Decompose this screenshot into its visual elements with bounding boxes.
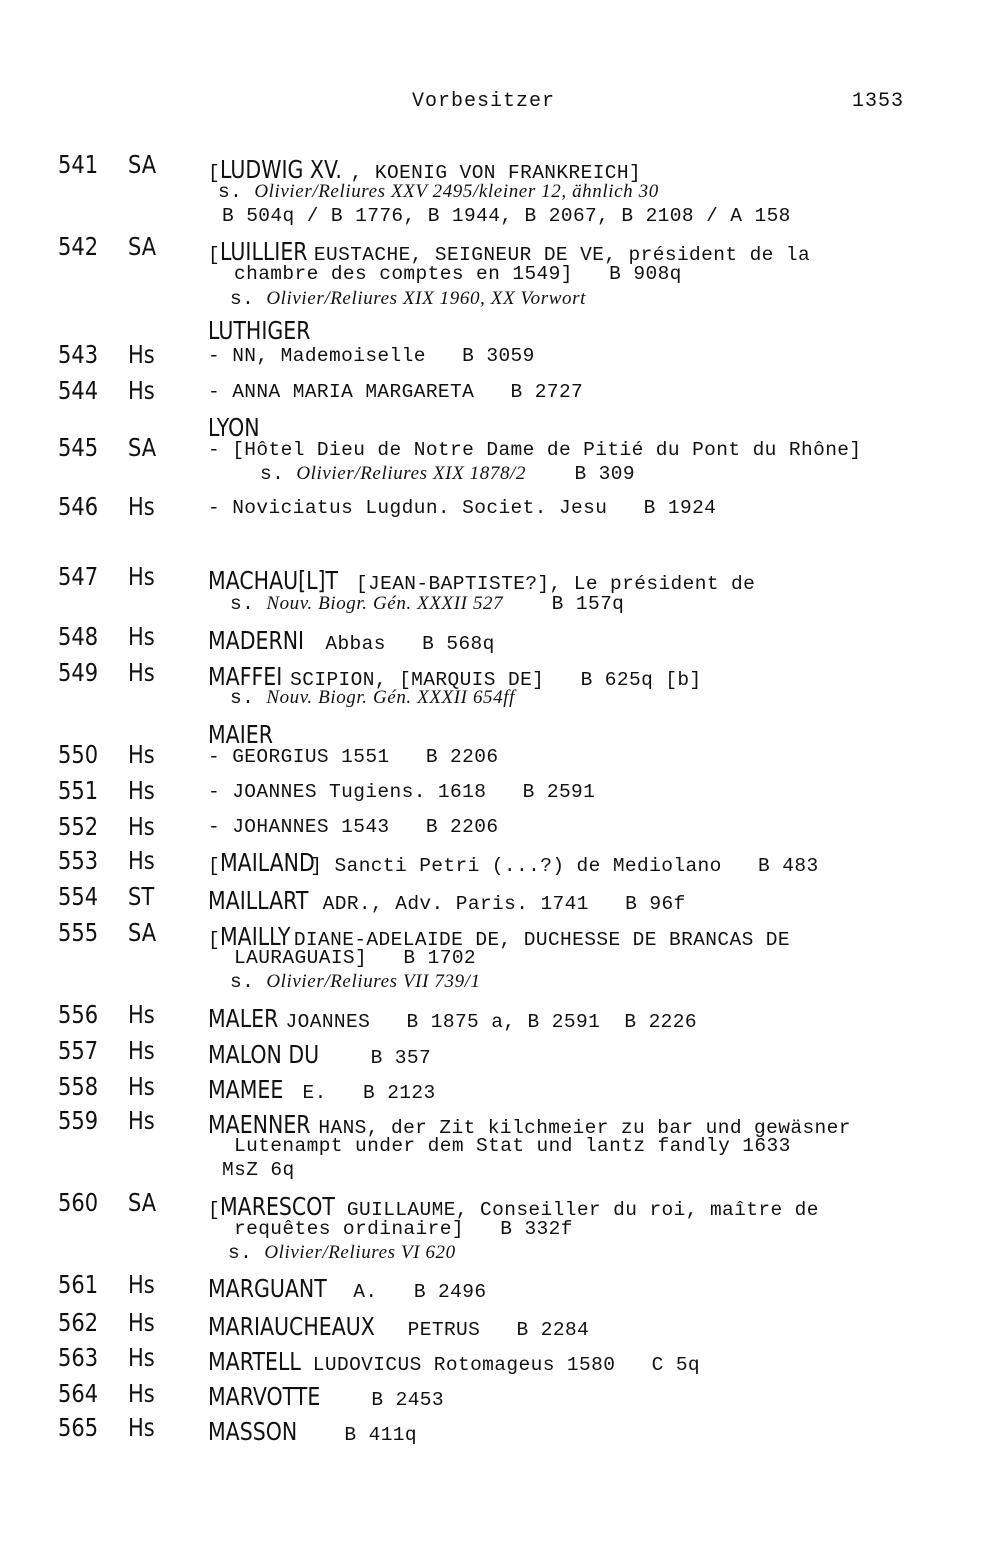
entry-number: 550: [58, 740, 99, 769]
entry-text-line: [208, 345, 535, 367]
owner-name: MARVOTTE: [208, 1382, 321, 1411]
reference-citation: Olivier/Reliures XXV 2495/kleiner 12, ähnlich 30: [254, 181, 659, 202]
entry-text-line: [208, 439, 862, 461]
owner-name: MARTELL: [208, 1347, 301, 1376]
entry-text: s.: [260, 463, 297, 485]
entry-text: [: [208, 1199, 221, 1221]
owner-name: MAFFEI: [208, 662, 283, 691]
entry-text-line: [208, 746, 498, 768]
entry-source-code: Hs: [128, 1413, 155, 1442]
reference-citation: Olivier/Reliures XIX 1878/2: [296, 463, 527, 484]
entry-text: s.: [230, 687, 267, 709]
entry-source-code: Hs: [128, 1343, 155, 1372]
running-header-title: Vorbesitzer: [412, 90, 556, 113]
entry-text-line: [208, 626, 507, 655]
entry-text: - JOANNES Tugiens. 1618 B 2591: [208, 781, 596, 803]
entry-number: 548: [58, 622, 99, 651]
entry-text-line: [234, 1218, 573, 1240]
entry-text-line: [228, 1242, 456, 1264]
entry-number: 556: [58, 1000, 99, 1029]
entry-source-code: SA: [128, 150, 157, 179]
entry-text: - Noviciatus Lugdun. Societ. Jesu B 1924: [208, 497, 717, 519]
entry-text: B 411q: [308, 1424, 418, 1446]
entry-text-line: [234, 947, 476, 969]
entry-text: GUILLAUME, Conseiller du roi, maître de: [334, 1199, 819, 1221]
entry-text-line: [208, 886, 706, 915]
owner-name: MARESCOT: [220, 1192, 336, 1221]
entry-text: s.: [230, 288, 267, 310]
entry-text-line: [208, 848, 844, 877]
entry-text-line: [208, 497, 716, 519]
entry-text-line: [208, 155, 659, 184]
entry-source-code: Hs: [128, 1308, 155, 1337]
entry-text: s.: [230, 593, 267, 615]
entry-source-code: Hs: [128, 622, 155, 651]
entry-number: 541: [58, 150, 99, 179]
entry-number: 563: [58, 1343, 99, 1372]
reference-citation: Olivier/Reliures XIX 1960, XX Vorwort: [266, 288, 586, 309]
entry-text: A. B 2496: [341, 1281, 487, 1303]
entry-text-line: [208, 413, 271, 442]
entry-text: B 157q: [503, 593, 625, 615]
entry-source-code: Hs: [128, 1270, 155, 1299]
entry-text: ADR., Adv. Paris. 1741 B 96f: [310, 893, 686, 915]
entry-text: [JEAN-BAPTISTE?], Le président de: [343, 573, 756, 595]
entry-number: 545: [58, 433, 99, 462]
entry-text: - ANNA MARIA MARGARETA B 2727: [208, 381, 584, 403]
entry-source-code: Hs: [128, 846, 155, 875]
entry-number: 549: [58, 658, 99, 687]
entry-number: 544: [58, 376, 99, 405]
reference-citation: Olivier/Reliures VII 739/1: [266, 971, 481, 992]
entry-source-code: ST: [128, 882, 155, 911]
entry-text: PETRUS B 2284: [395, 1319, 590, 1341]
entry-source-code: Hs: [128, 340, 155, 369]
entry-text-line: [222, 1159, 295, 1181]
entry-text: [: [208, 162, 221, 184]
entry-source-code: SA: [128, 1188, 157, 1217]
entry-number: 546: [58, 492, 99, 521]
entry-text: chambre des comptes en 1549] B 908q: [234, 263, 682, 285]
entry-text-line: [208, 316, 333, 345]
entry-text-line: [208, 1075, 445, 1104]
entry-text-line: [208, 381, 583, 403]
entry-number: 561: [58, 1270, 99, 1299]
entry-source-code: Hs: [128, 1106, 155, 1135]
entry-text-line: [230, 593, 624, 615]
entry-text: s.: [230, 971, 267, 993]
owner-name: MACHAU[L]T: [208, 566, 339, 595]
entry-source-code: Hs: [128, 376, 155, 405]
owner-name: MAIER: [208, 720, 273, 749]
entry-text: E. B 2123: [290, 1082, 436, 1104]
entry-text-line: [260, 463, 635, 485]
entry-text-line: [208, 566, 778, 595]
entry-source-code: Hs: [128, 658, 155, 687]
entry-number: 542: [58, 232, 99, 261]
entry-text-line: [208, 1274, 498, 1303]
entry-source-code: Hs: [128, 1000, 155, 1029]
entry-text: B 2453: [335, 1389, 445, 1411]
owner-name: MAMEE: [208, 1075, 284, 1104]
owner-name: MAILLART: [208, 886, 309, 915]
entry-text: [: [208, 855, 221, 877]
entry-text-line: [208, 1382, 454, 1411]
entry-source-code: Hs: [128, 1379, 155, 1408]
entry-source-code: Hs: [128, 492, 155, 521]
page-number: 1353: [852, 90, 905, 113]
entry-source-code: Hs: [128, 1072, 155, 1101]
entry-number: 543: [58, 340, 99, 369]
entry-number: 565: [58, 1413, 99, 1442]
entry-text-line: [222, 205, 791, 227]
owner-name: MARIAUCHEAUX: [208, 1312, 375, 1341]
owner-name: MARGUANT: [208, 1274, 327, 1303]
entry-text-line: [218, 181, 659, 203]
owner-name: MADERNI: [208, 626, 305, 655]
entry-text: B 357: [334, 1047, 432, 1069]
entry-text: - NN, Mademoiselle B 3059: [208, 345, 535, 367]
entry-text: - GEORGIUS 1551 B 2206: [208, 746, 499, 768]
entry-text: Lutenampt under dem Stat und lantz fandly 1633: [234, 1135, 791, 1157]
reference-citation: Nouv. Biogr. Gén. XXXII 527: [266, 593, 504, 614]
entry-source-code: Hs: [128, 562, 155, 591]
entry-number: 552: [58, 812, 99, 841]
entry-text: SCIPION, [MARQUIS DE] B 625q [b]: [278, 669, 702, 691]
entry-text-line: [230, 971, 481, 993]
entry-text: , KOENIG VON FRANKREICH]: [350, 162, 642, 184]
entry-number: 551: [58, 776, 99, 805]
entry-text-line: [208, 720, 287, 749]
entry-text-line: [234, 263, 682, 285]
entry-source-code: Hs: [128, 740, 155, 769]
entry-text-line: [208, 1040, 440, 1069]
entry-source-code: Hs: [128, 776, 155, 805]
owner-name: LYON: [208, 413, 260, 442]
entry-number: 558: [58, 1072, 99, 1101]
entry-text-line: [208, 1004, 717, 1033]
entry-number: 559: [58, 1106, 99, 1135]
entry-text: - [Hôtel Dieu de Notre Dame de Pitié du Pont du Rhône]: [208, 439, 862, 461]
entry-text-line: [234, 1135, 791, 1157]
entry-text: JOANNES B 1875 a, B 2591 B 2226: [273, 1011, 697, 1033]
entry-text-line: [208, 781, 595, 803]
reference-citation: Nouv. Biogr. Gén. XXXII 654ff: [266, 687, 516, 708]
owner-name: MAILAND: [220, 848, 315, 877]
entry-number: 547: [58, 562, 99, 591]
entry-number: 560: [58, 1188, 99, 1217]
entry-text-line: [230, 687, 515, 709]
reference-citation: Olivier/Reliures VI 620: [264, 1242, 456, 1263]
owner-name: MAENNER: [208, 1110, 311, 1139]
entry-number: 554: [58, 882, 99, 911]
entry-text: HANS, der Zit kilchmeier zu bar und gewäsner: [306, 1117, 851, 1139]
entry-text: MsZ 6q: [222, 1159, 295, 1181]
entry-text: DIANE-ADELAIDE DE, DUCHESSE DE BRANCAS DE: [281, 929, 790, 951]
owner-name: MALER: [208, 1004, 279, 1033]
entry-text: [: [208, 244, 221, 266]
entry-text: requêtes ordinaire] B 332f: [234, 1218, 573, 1240]
entry-text-line: [208, 1192, 844, 1221]
owner-name: LUDWIG XV.: [220, 155, 342, 184]
entry-source-code: SA: [128, 918, 157, 947]
entry-text: LUDOVICUS Rotomageus 1580 C 5q: [300, 1354, 701, 1376]
entry-text: B 504q / B 1776, B 1944, B 2067, B 2108 / A 158: [222, 205, 791, 227]
entry-text-line: [208, 816, 498, 838]
entry-source-code: Hs: [128, 812, 155, 841]
entry-text-line: [208, 1417, 426, 1446]
entry-source-code: Hs: [128, 1036, 155, 1065]
owner-name: MALON DU: [208, 1040, 320, 1069]
owner-name: LUILLIER: [220, 237, 308, 266]
entry-text-line: [208, 237, 835, 266]
entry-text: LAURAGUAIS] B 1702: [234, 947, 477, 969]
entry-text-line: [208, 1312, 605, 1341]
owner-name: MASSON: [208, 1417, 298, 1446]
entry-text: Abbas B 568q: [313, 633, 495, 655]
entry-text: B 309: [526, 463, 635, 485]
entry-text: - JOHANNES 1543 B 2206: [208, 816, 499, 838]
entry-text: s.: [228, 1242, 265, 1264]
entry-source-code: SA: [128, 232, 157, 261]
entry-text-line: [208, 1347, 721, 1376]
owner-name: LUTHIGER: [208, 316, 311, 345]
entry-text-line: [230, 288, 586, 310]
entry-text: s.: [218, 181, 255, 203]
entry-number: 564: [58, 1379, 99, 1408]
entry-number: 562: [58, 1308, 99, 1337]
entry-source-code: SA: [128, 433, 157, 462]
entry-text: EUSTACHE, SEIGNEUR DE VE, président de la: [301, 244, 811, 266]
entry-number: 555: [58, 918, 99, 947]
entry-text: [: [208, 929, 221, 951]
entry-number: 553: [58, 846, 99, 875]
owner-name: MAILLY: [220, 922, 291, 951]
entry-number: 557: [58, 1036, 99, 1065]
entry-text: ] Sancti Petri (...?) de Mediolano B 483: [310, 855, 819, 877]
